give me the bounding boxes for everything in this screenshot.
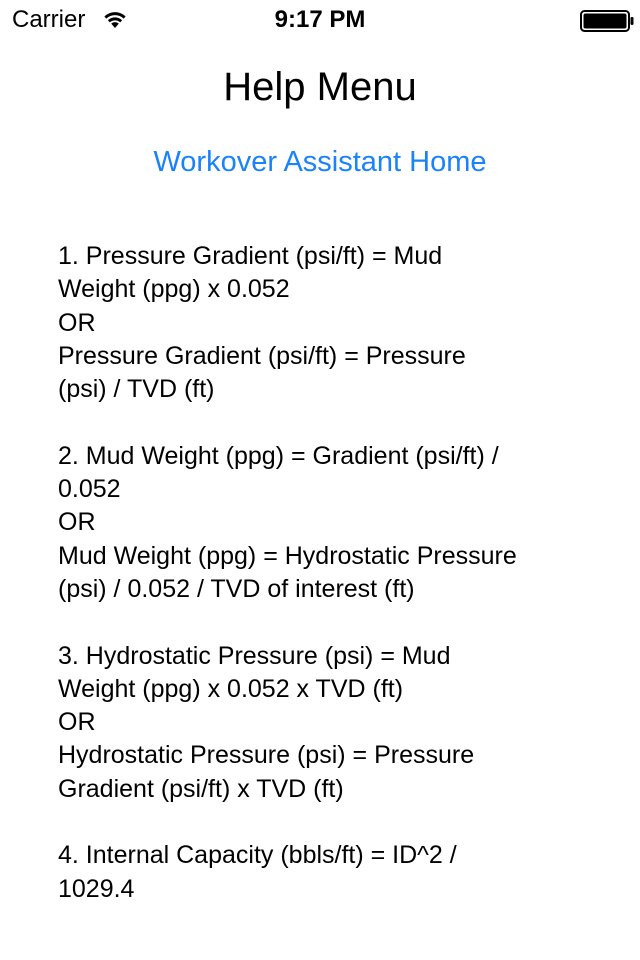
carrier-label: Carrier — [12, 6, 86, 33]
status-bar — [0, 0, 640, 40]
battery-icon — [580, 10, 634, 32]
help-text-block: 1. Pressure Gradient (psi/ft) = Mud Weight (ppg) x 0.052 OR Pressure Gradient (psi/ft) = Pressure (psi) / TVD (ft) 2. Mud Weight (ppg) = Gradient (psi/ft) / 0.052 OR Mud Weight (ppg) = Hydrostatic Pressure (psi) / 0.052 / TVD of interest (ft) 3. Hydrostatic Pressure (psi) = Mud Weight (ppg) x 0.052 x TVD (ft) OR Hydrostatic Pressure (psi) = Pressure Gradient (psi/ft) x TVD (ft) 4. Internal Capacity (bbls/ft) = ID^2 / 1029.4 — [58, 242, 517, 903]
status-time: 9:17 PM — [274, 6, 366, 33]
home-link-button[interactable]: Workover Assistant Home — [153, 146, 487, 178]
page-title: Help Menu — [223, 65, 417, 109]
